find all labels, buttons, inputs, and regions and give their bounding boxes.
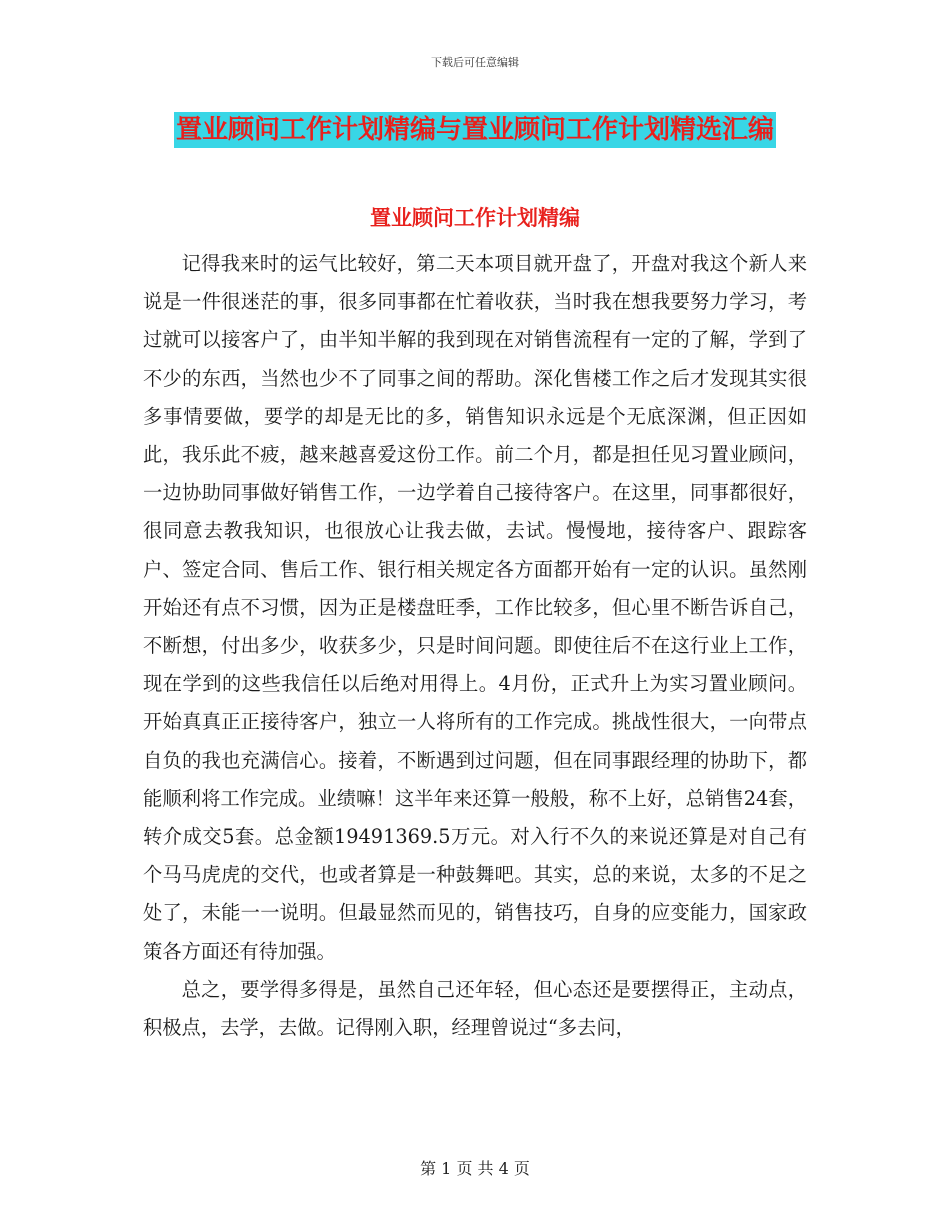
- document-body: [143, 245, 807, 1047]
- main-title-container: [0, 112, 950, 148]
- page-footer: 第 1 页 共 4 页: [420, 1159, 530, 1178]
- header-note: 下载后可任意编辑: [431, 56, 519, 69]
- section-title: 置业顾问工作计划精编: [370, 206, 580, 230]
- paragraph-2: 总之，要学得多得是，虽然自己还年轻，但心态还是要摆得正，主动点，积极点，去学，去做。记得刚入职，经理曾说过“多去问，: [143, 977, 807, 1040]
- main-title: 置业顾问工作计划精编与置业顾问工作计划精选汇编: [174, 112, 776, 148]
- paragraph-1: 记得我来时的运气比较好，第二天本项目就开盘了，开盘对我这个新人来说是一件很迷茫的事，很多同事都在忙着收获，当时我在想我要努力学习，考过就可以接客户了，由半知半解的我到现在对销售流程有一定的了解，学到了不少的东西，当然也少不了同事之间的帮助。深化售楼工作之后才发现其实很多事情要做，要学的却是无比的多，销售知识永远是个无底深渊，但正因如此，我乐此不疲，越来越喜爱这份工作。前二个月，都是担任见习置业顾问，一边协助同事做好销售工作，一边学着自己接待客户。在这里，同事都很好，很同意去教我知识，也很放心让我去做，去试。慢慢地，接待客户、跟踪客户、签定合同、售后工作、银行相关规定各方面都开始有一定的认识。虽然刚开始还有点不习惯，因为正是楼盘旺季，工作比较多，但心里不断告诉自己，不断想，付出多少，收获多少，只是时间问题。即使往后不在这行业上工作，现在学到的这些我信任以后绝对用得上。4月份，正式升上为实习置业顾问。开始真真正正接待客户，独立一人将所有的工作完成。挑战性很大，一向带点自负的我也充满信心。接着，不断遇到过问题，但在同事跟经理的协助下，都能顺利将工作完成。业绩嘛！这半年来还算一般般，称不上好，总销售24套，转介成交5套。总金额19491369.5万元。对入行不久的来说还算是对自己有个马马虎虎的交代，也或者算是一种鼓舞吧。其实，总的来说，太多的不足之处了，未能一一说明。但最显然而见的，销售技巧，自身的应变能力，国家政策各方面还有待加强。: [143, 252, 807, 963]
